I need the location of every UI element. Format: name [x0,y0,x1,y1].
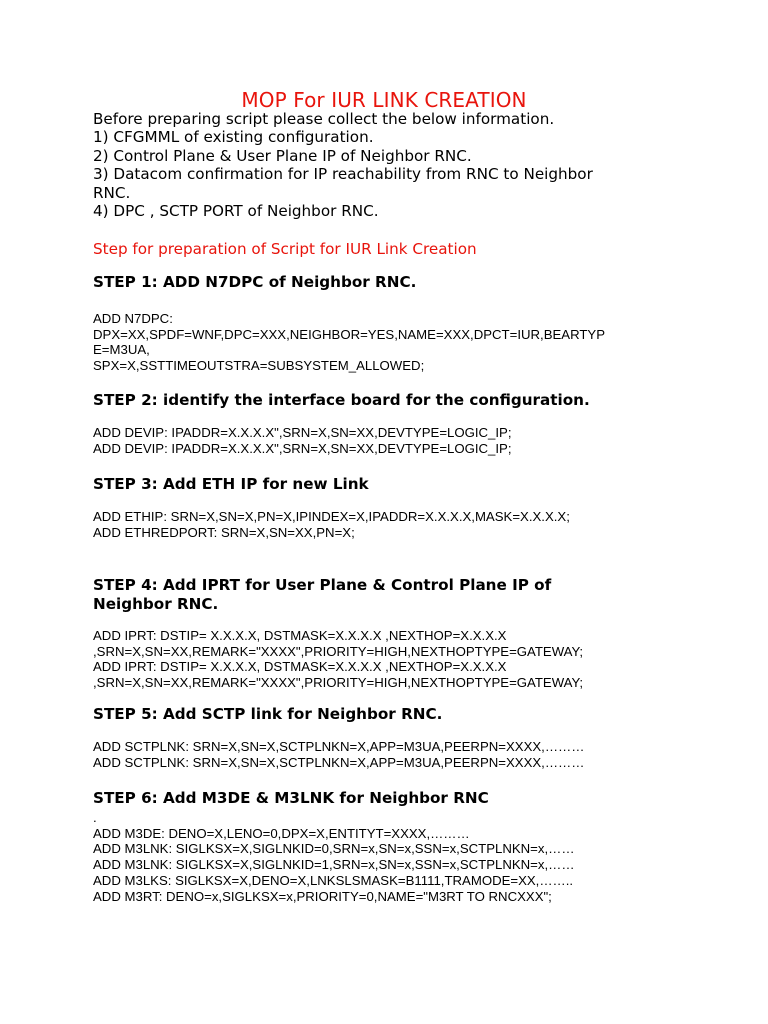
intro-line: 3) Datacom confirmation for IP reachability from RNC to Neighbor [93,165,593,184]
command-line: ADD M3RT: DENO=x,SIGLKSX=x,PRIORITY=0,NAME="M3RT TO RNCXXX"; [93,888,552,904]
command-line: ,SRN=X,SN=XX,REMARK="XXXX",PRIORITY=HIGH,NEXTHOPTYPE=GATEWAY; [93,675,584,691]
document-title: MOP For IUR LINK CREATION [241,88,527,112]
command-line: ADD DEVIP: IPADDR=X.X.X.X",SRN=X,SN=XX,DEVTYPE=LOGIC_IP; [93,425,512,440]
command-line: ,SRN=X,SN=XX,REMARK="XXXX",PRIORITY=HIGH,NEXTHOPTYPE=GATEWAY; [93,643,584,659]
command-line: SPX=X,SSTTIMEOUTSTRA=SUBSYSTEM_ALLOWED; [93,358,425,374]
step-heading-line: STEP 4: Add IPRT for User Plane & Control Plane IP of [93,576,552,594]
step-2-commands [93,425,512,456]
step-heading-line: STEP 3: Add ETH IP for new Link [93,475,369,493]
step-5-heading [93,705,442,724]
command-line: ADD IPRT: DSTIP= X.X.X.X, DSTMASK=X.X.X.X ,NEXTHOP=X.X.X.X [93,659,507,675]
step-2-heading [93,391,590,410]
step-3-heading [93,475,369,494]
command-line: ADD N7DPC: [93,311,173,326]
step-4-heading [93,576,551,614]
command-line: ADD M3LKS: SIGLKSX=X,DENO=X,LNKSLSMASK=B1111,TRAMODE=XX,…….. [93,872,574,888]
command-line: ADD ETHIP: SRN=X,SN=X,PN=X,IPINDEX=X,IPADDR=X.X.X.X,MASK=X.X.X.X; [93,509,570,524]
command-line: ADD ETHREDPORT: SRN=X,SN=XX,PN=X; [93,524,355,540]
step-heading-line: Neighbor RNC. [93,595,219,613]
intro-line: Before preparing script please collect the below information. [93,110,555,128]
command-line: DPX=XX,SPDF=WNF,DPC=XXX,NEIGHBOR=YES,NAME=XXX,DPCT=IUR,BEARTYP [93,326,606,342]
intro-section [93,110,693,220]
intro-line: RNC. [93,183,131,202]
command-line: ADD M3DE: DENO=X,LENO=0,DPX=X,ENTITYT=XXXX,……… [93,825,470,841]
step-heading-line: STEP 5: Add SCTP link for Neighbor RNC. [93,705,443,723]
step-1-commands [93,311,605,374]
step-heading-line: STEP 1: ADD N7DPC of Neighbor RNC. [93,273,417,291]
step-heading-line: STEP 6: Add M3DE & M3LNK for Neighbor RNC [93,789,489,807]
step-heading-line: STEP 2: identify the interface board for the configuration. [93,391,590,409]
command-line: ADD IPRT: DSTIP= X.X.X.X, DSTMASK=X.X.X.X ,NEXTHOP=X.X.X.X [93,628,507,643]
step-3-commands [93,509,570,540]
step-1-heading [93,273,416,292]
command-line: ADD DEVIP: IPADDR=X.X.X.X",SRN=X,SN=XX,DEVTYPE=LOGIC_IP; [93,440,512,456]
command-line: ADD M3LNK: SIGLKSX=X,SIGLNKID=1,SRN=x,SN=x,SSN=x,SCTPLNKN=x,…… [93,857,575,873]
step-4-commands [93,628,583,691]
intro-line: 4) DPC , SCTP PORT of Neighbor RNC. [93,202,379,221]
script-prep-subheading: Step for preparation of Script for IUR Link Creation [93,240,477,258]
command-line: E=M3UA, [93,342,150,358]
command-line: ADD SCTPLNK: SRN=X,SN=X,SCTPLNKN=X,APP=M3UA,PEERPN=XXXX,……… [93,754,585,770]
command-line: ADD SCTPLNK: SRN=X,SN=X,SCTPLNKN=X,APP=M3UA,PEERPN=XXXX,……… [93,739,585,754]
command-line: ADD M3LNK: SIGLKSX=X,SIGLNKID=0,SRN=x,SN=x,SSN=x,SCTPLNKN=x,…… [93,841,575,857]
step-5-commands [93,739,584,770]
intro-line: 2) Control Plane & User Plane IP of Neighbor RNC. [93,146,472,165]
step-6-heading [93,789,489,808]
command-line: . [93,810,97,825]
step-6-commands [93,810,575,904]
intro-line: 1) CFGMML of existing configuration. [93,128,374,147]
